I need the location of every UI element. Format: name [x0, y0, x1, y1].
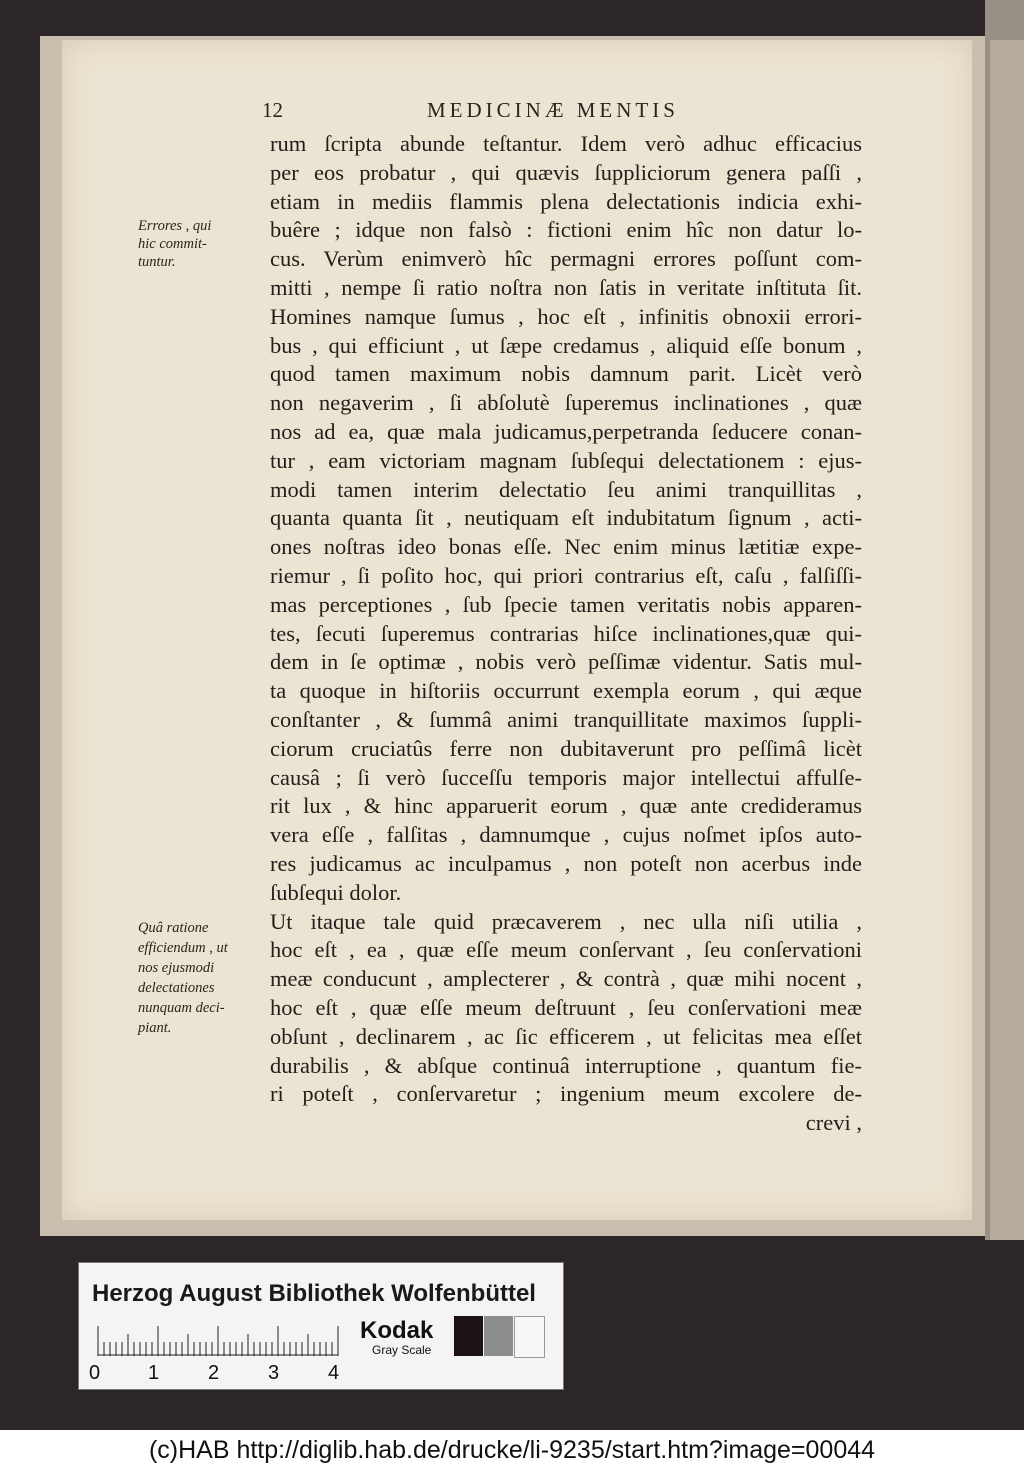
text-line: dem in ſe optimæ , nobis verò peſſimæ videntur. Satis mul-	[270, 649, 862, 675]
text-line: vera eſſe , falſitas , damnumque , cujus noſmet ipſos auto-	[270, 822, 862, 848]
copyright-credit: (c)HAB http://diglib.hab.de/drucke/li-9235/start.htm?image=00044	[148, 1436, 876, 1464]
scale-number: 4	[328, 1362, 340, 1384]
text-line: mas perceptiones , ſub ſpecie tamen veritatis nobis apparen-	[270, 591, 862, 617]
gray-scale-label: Gray Scale	[372, 1343, 432, 1357]
margin-note-line: tuntur.	[138, 254, 176, 270]
next-page-edge-inner	[990, 40, 1024, 1240]
page-number: 12	[262, 98, 283, 122]
gray-patch-mid	[484, 1316, 513, 1356]
margin-note-line: nos ejusmodi	[138, 960, 215, 976]
text-line: ciorum cruciatûs ferre non dubitaverunt pro peſſimâ licèt	[270, 735, 862, 761]
text-line: bus , qui efficiunt , ut ſæpe credamus , aliquid eſſe bonum ,	[270, 332, 862, 358]
text-line: quanta quanta ſit , neutiquam eſt indubitatum ſignum , acti-	[270, 505, 862, 531]
text-line: rit lux , & hinc apparuerit eorum , quæ ante credideramus	[270, 793, 862, 819]
kodak-logo: Kodak	[360, 1317, 434, 1344]
text-line: tur , eam victoriam magnam ſubſequi delectationem : ejus-	[270, 447, 862, 473]
text-line: res judicamus ac inculpamus , non poteſt non acerbus inde	[270, 851, 862, 876]
text-line: non negaverim , ſi abſolutè ſuperemus inclinationes , quæ	[270, 390, 862, 416]
text-line: ta quoque in hiſtoriis occurrunt exempla eorum , qui æque	[270, 678, 862, 704]
text-line: ones noſtras ideo bonas eſſe. Nec enim minus lætitiæ expe-	[270, 534, 862, 560]
text-line: buêre ; idque non falsò : fictioni enim hîc non datur lo-	[270, 217, 862, 243]
text-line: Ut itaque tale quid præcaverem , nec ulla niſi utilia ,	[270, 908, 862, 934]
margin-note-line: nunquam deci-	[138, 1000, 225, 1016]
text-line: hoc eſt , quæ eſſe meum deſtruunt , ſeu conſervationi meæ	[270, 995, 862, 1020]
text-line: riemur , ſi poſito hoc, qui priori contrarius eſt, caſu , falſiſſi-	[270, 563, 862, 588]
text-line: causâ ; ſi verò ſucceſſu temporis major intellectui affulſe-	[270, 764, 862, 790]
text-line: meæ conducunt , amplecterer , & contrà , quæ mihi nocent ,	[270, 966, 862, 992]
scale-number: 2	[208, 1362, 220, 1384]
gray-patch-white	[514, 1316, 545, 1358]
text-line: durabilis , & abſque continuâ interruptione , quantum fie-	[270, 1052, 862, 1078]
margin-note-line: piant.	[138, 1020, 172, 1036]
library-name: Herzog August Bibliothek Wolfenbüttel	[92, 1280, 536, 1307]
margin-note-line: delectationes	[138, 980, 215, 996]
text-line: obſunt , declinarem , ac ſic efficerem , ut felicitas mea eſſet	[270, 1023, 862, 1049]
gray-patch-black	[454, 1316, 483, 1356]
page-header	[262, 98, 862, 124]
scale-number: 0	[89, 1362, 101, 1384]
text-line: rum ſcripta abunde teſtantur. Idem verò adhuc efficacius	[270, 131, 862, 156]
text-line: mitti , nempe ſi ratio noſtra non ſatis in veritate inſtituta ſit.	[270, 275, 862, 300]
text-line: cus. Verùm enimverò hîc permagni errores poſſunt com-	[270, 246, 862, 272]
text-line: per eos probatur , qui quævis ſuppliciorum genera paſſi ,	[270, 159, 862, 185]
margin-note-line: efficiendum , ut	[138, 940, 228, 956]
text-line: quod tamen maximum nobis damnum parit. Licèt verò	[270, 361, 862, 387]
margin-note-line: hic commit-	[138, 236, 207, 252]
text-line: tes, ſecuti ſuperemus contrarias hiſce inclinationes,quæ qui-	[270, 620, 862, 646]
running-title: MEDICINÆ MENTIS	[427, 98, 679, 122]
text-line: modi tamen interim delectatio ſeu animi tranquillitas ,	[270, 476, 862, 502]
text-line: etiam in mediis flammis plena delectationis indicia exhi-	[270, 188, 862, 214]
text-line: Homines namque ſumus , hoc eſt , infinitis obnoxii errori-	[270, 303, 862, 329]
text-line: crevi ,	[805, 1110, 862, 1136]
scale-number: 3	[268, 1362, 280, 1384]
ruler-scale	[95, 1322, 345, 1356]
text-line: conſtanter , & ſummâ animi tranquillitate maximos ſuppli-	[270, 707, 862, 732]
text-line: ri poteſt , conſervaretur ; ingenium meum excolere de-	[270, 1081, 862, 1107]
scale-number: 1	[148, 1362, 160, 1384]
text-line: hoc eſt , ea , quæ eſſe meum conſervant , ſeu conſervationi	[270, 937, 862, 963]
text-line: nos ad ea, quæ mala judicamus,perpetranda ſeducere conan-	[270, 419, 862, 444]
text-line: ſubſequi dolor.	[270, 879, 402, 905]
margin-note-line: Errores , qui	[138, 218, 212, 234]
margin-note-line: Quâ ratione	[138, 920, 209, 936]
